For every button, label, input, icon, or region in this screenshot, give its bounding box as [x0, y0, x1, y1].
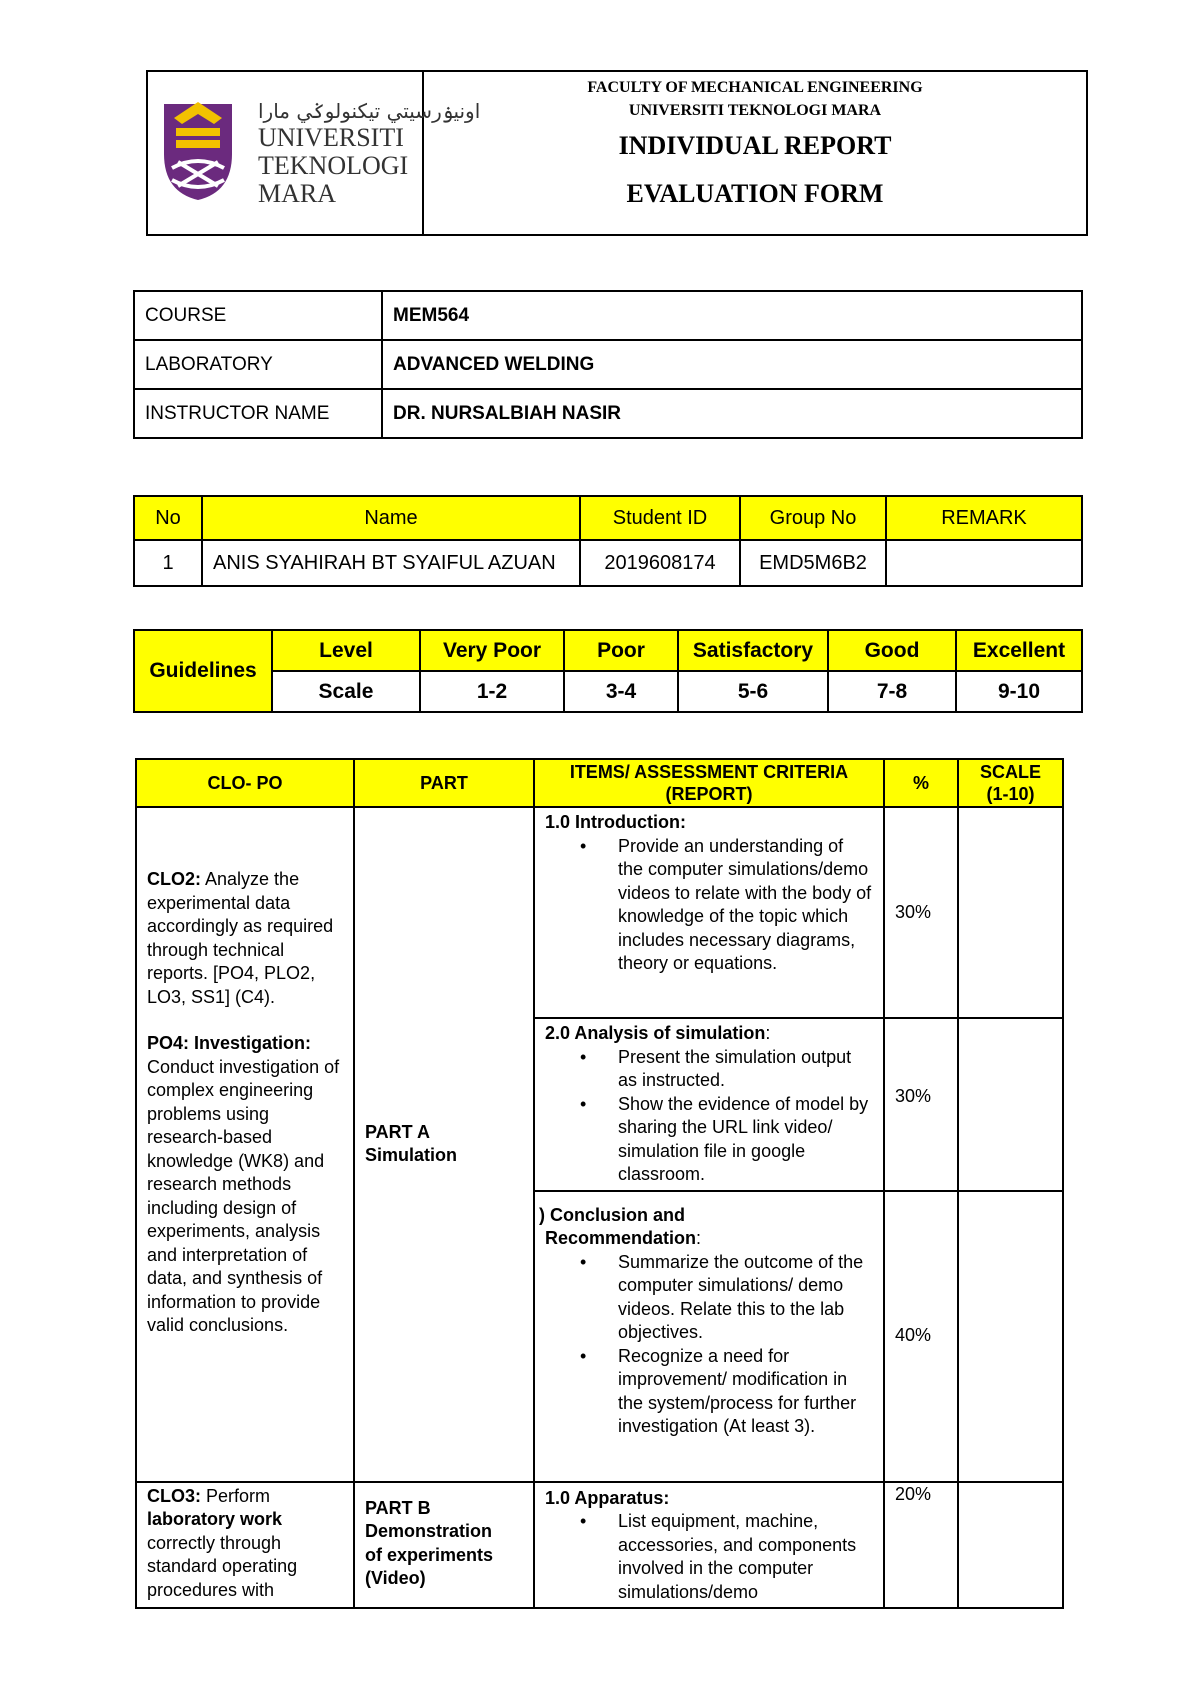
clo3-bold: laboratory work [147, 1509, 283, 1529]
header-items-line2: (REPORT) [665, 784, 753, 804]
logo-cell [147, 71, 481, 235]
analysis-colon: : [765, 1023, 771, 1043]
header-text-cell [423, 71, 1087, 235]
apparatus-percent: 20% [884, 1482, 958, 1609]
scale-excellent: 9-10 [956, 671, 1082, 712]
course-info-table [133, 290, 1083, 439]
list-item: • Recognize a need for improvement/ modification in the system/process for further investigation (At least 3). [618, 1345, 873, 1439]
analysis-heading [545, 1022, 873, 1046]
clo2-label: CLO2: [147, 869, 201, 889]
table-row [134, 540, 1082, 586]
course-label: COURSE [134, 291, 382, 340]
po4-description [147, 1032, 343, 1338]
part-b-line1: PART B [365, 1497, 431, 1518]
header-group-no: Group No [740, 496, 886, 540]
clo2-cell [136, 807, 354, 1482]
instructor-value: DR. NURSALBIAH NASIR [382, 389, 1082, 438]
clo2-text: Analyze the experimental data accordingly as required through technical reports. [PO4, PLO2, LO3, SS1] (C4). [147, 869, 334, 1007]
apparatus-criteria [534, 1482, 884, 1609]
part-a-title: PART A [365, 1121, 430, 1142]
uitm-logo [158, 96, 481, 208]
header-remark: REMARK [886, 496, 1082, 540]
conclusion-percent: 40% [884, 1191, 958, 1482]
part-b-line3: of experiments [365, 1544, 494, 1565]
logo-bar [176, 140, 220, 148]
header-items-line1: ITEMS/ ASSESSMENT CRITERIA [569, 762, 849, 782]
laboratory-value: ADVANCED WELDING [382, 340, 1082, 389]
part-b-line2: Demonstration [365, 1521, 493, 1541]
analysis-criteria [534, 1018, 884, 1191]
table-row [136, 807, 1063, 1018]
level-excellent: Excellent [956, 630, 1082, 671]
part-b-line4: (Video) [365, 1568, 426, 1588]
analysis-bullets [545, 1046, 873, 1187]
list-item: • Provide an understanding of the computer simulations/demo videos to relate with the body of knowledge of the topic which includes necessary diagrams, theory or equations. [618, 835, 873, 976]
clo3-text-2: correctly through standard operating procedures with [147, 1532, 298, 1600]
instructor-label: INSTRUCTOR NAME [134, 389, 382, 438]
scale-good: 7-8 [828, 671, 956, 712]
laboratory-label: LABORATORY [134, 340, 382, 389]
logo-text-2: TEKNOLOGI [258, 151, 409, 180]
intro-bullets [545, 835, 873, 976]
logo-bar [176, 128, 220, 136]
level-label: Level [272, 630, 420, 671]
conclusion-scale [958, 1191, 1063, 1482]
intro-title: 1.0 Introduction: [545, 812, 686, 832]
po4-label: PO4: Investigation: [147, 1033, 312, 1053]
student-id: 2019608174 [580, 540, 740, 586]
clo3-cell [136, 1482, 354, 1609]
level-poor: Poor [564, 630, 678, 671]
conclusion-bullets [539, 1251, 873, 1439]
rubric-table [135, 758, 1064, 1609]
level-good: Good [828, 630, 956, 671]
part-a-subtitle: Simulation [365, 1145, 458, 1166]
conclusion-colon: : [696, 1228, 702, 1248]
scale-label: Scale [272, 671, 420, 712]
conclusion-heading [539, 1227, 873, 1251]
part-b-cell [354, 1482, 534, 1609]
faculty-name: FACULTY OF MECHANICAL ENGINEERING [587, 79, 923, 96]
po4-text: Conduct investigation of complex engineering problems using research-based knowledge (WK8) and research methods including design of experiments, analysis and interpretation of data, and synthesis of information to provide valid conclusions. [147, 1056, 340, 1335]
guidelines-table [133, 629, 1083, 713]
student-remark [886, 540, 1082, 586]
student-table [133, 495, 1083, 587]
form-title-1: INDIVIDUAL REPORT [618, 131, 892, 160]
level-satisfactory: Satisfactory [678, 630, 828, 671]
intro-criteria [534, 807, 884, 1018]
header-student-id: Student ID [580, 496, 740, 540]
analysis-scale [958, 1018, 1063, 1191]
student-group: EMD5M6B2 [740, 540, 886, 586]
header-scale-line2: (1-10) [986, 784, 1035, 804]
analysis-percent: 30% [884, 1018, 958, 1191]
clo2-description [147, 868, 343, 1009]
conclusion-title-1: ) Conclusion and [539, 1204, 685, 1225]
logo-text-1: UNIVERSITI [258, 123, 404, 152]
conclusion-criteria [534, 1191, 884, 1482]
university-name: UNIVERSITI TEKNOLOGI MARA [628, 102, 882, 119]
list-item: • Show the evidence of model by sharing the URL link video/ simulation file in google classroom. [618, 1093, 873, 1187]
student-name: ANIS SYAHIRAH BT SYAIFUL AZUAN [202, 540, 580, 586]
form-title-2: EVALUATION FORM [626, 179, 884, 208]
scale-very-poor: 1-2 [420, 671, 564, 712]
level-very-poor: Very Poor [420, 630, 564, 671]
conclusion-title-2: Recommendation [545, 1228, 697, 1248]
intro-percent: 30% [884, 807, 958, 1018]
student-no: 1 [134, 540, 202, 586]
header-clo-po: CLO- PO [136, 759, 354, 807]
header-scale [958, 759, 1063, 807]
part-a-cell [354, 807, 534, 1482]
apparatus-scale [958, 1482, 1063, 1609]
list-item: • List equipment, machine, accessories, and components involved in the computer simulations/demo [618, 1510, 873, 1604]
header-items [534, 759, 884, 807]
scale-satisfactory: 5-6 [678, 671, 828, 712]
list-item: • Present the simulation output as instructed. [618, 1046, 873, 1093]
logo-text-3: MARA [258, 179, 337, 208]
analysis-title: 2.0 Analysis of simulation [545, 1023, 766, 1043]
header-no: No [134, 496, 202, 540]
scale-poor: 3-4 [564, 671, 678, 712]
logo-jawi: اونيۏرسيتي تيكنولوݢي مارا [258, 99, 481, 123]
intro-scale [958, 807, 1063, 1018]
header-name: Name [202, 496, 580, 540]
course-value: MEM564 [382, 291, 1082, 340]
guidelines-label: Guidelines [134, 630, 272, 712]
list-item: • Summarize the outcome of the computer simulations/ demo videos. Relate this to the lab objectives. [618, 1251, 873, 1345]
apparatus-bullets [545, 1510, 873, 1604]
apparatus-title: 1.0 Apparatus: [545, 1487, 670, 1508]
header-percent: % [884, 759, 958, 807]
header-scale-line1: SCALE [979, 762, 1041, 782]
header-part: PART [354, 759, 534, 807]
form-header [146, 70, 1088, 236]
clo3-label: CLO3: [147, 1485, 201, 1506]
clo3-text-1: Perform [206, 1485, 271, 1506]
table-row [136, 1482, 1063, 1609]
